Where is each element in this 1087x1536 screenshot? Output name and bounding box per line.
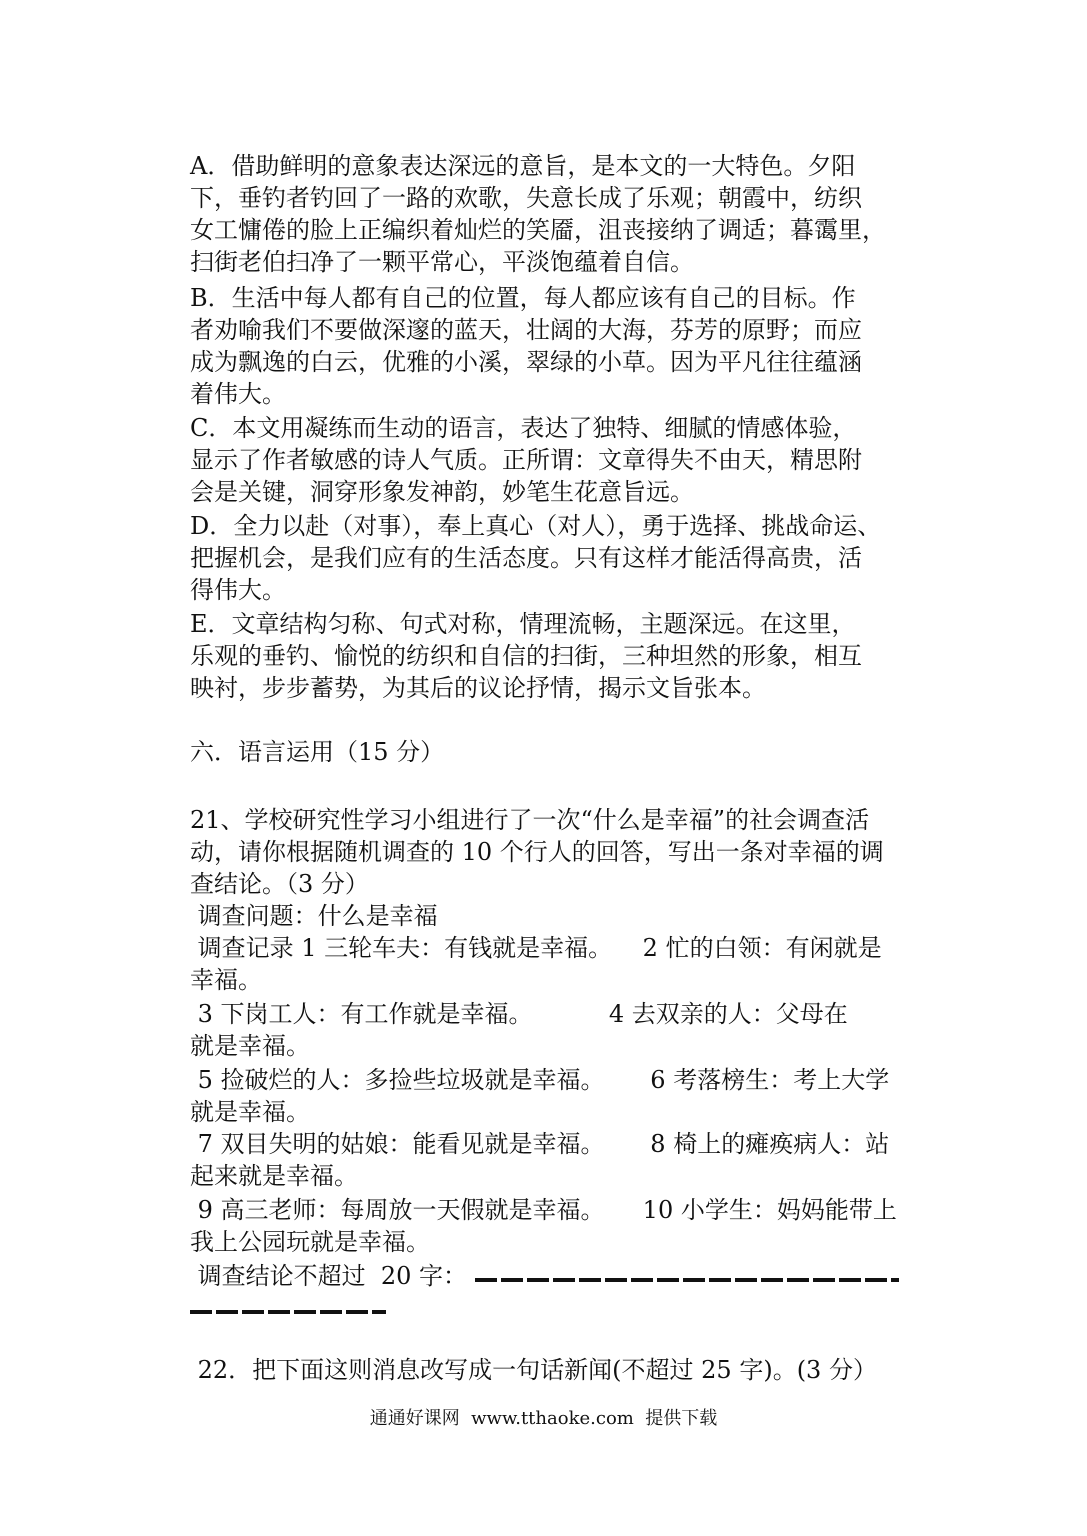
q21-stem-line-1: 21、学校研究性学习小组进行了一次“什么是幸福”的社会调查活: [190, 806, 870, 834]
option-c-line-2: 显示了作者敏感的诗人气质。正所谓：文章得失不由天，精思附: [190, 446, 862, 474]
option-a-line-2: 下，垂钓者钓回了一路的欢歌，失意长成了乐观；朝霞中，纺织: [190, 184, 862, 212]
q21-record-line-8: 起来就是幸福。: [190, 1162, 358, 1190]
q21-stem-line-3: 查结论。（3 分）: [190, 870, 369, 898]
q21-survey-question: 调查问题：什么是幸福: [190, 902, 438, 930]
option-c-line-3: 会是关键，洞穿形象发神韵，妙笔生花意旨远。: [190, 478, 694, 506]
q21-conclusion-label: 调查结论不超过 20 字：: [190, 1262, 468, 1290]
option-d-line-2: 把握机会，是我们应有的生活态度。只有这样才能活得高贵，活: [190, 544, 862, 572]
option-e-line-1: E．文章结构匀称、句式对称，情理流畅，主题深远。在这里，: [190, 610, 856, 638]
q21-record-line-9: 9 高三老师：每周放一天假就是幸福。 10 小学生：妈妈能带上: [190, 1196, 897, 1224]
q21-record-line-1: 调查记录 1 三轮车夫：有钱就是幸福。 2 忙的白领：有闲就是: [190, 934, 882, 962]
option-c-line-1: C．本文用凝练而生动的语言，表达了独特、细腻的情感体验，: [190, 414, 857, 442]
section-six-heading: 六．语言运用（15 分）: [190, 738, 445, 766]
page-footer: 通通好课网 www.tthaoke.com 提供下载: [369, 1408, 718, 1429]
option-d-line-3: 得伟大。: [190, 576, 286, 604]
q21-record-line-6: 就是幸福。: [190, 1098, 310, 1126]
q22-stem: 22．把下面这则消息改写成一句话新闻(不超过 25 字)。(3 分）: [190, 1356, 877, 1384]
option-a-line-3: 女工慵倦的脸上正编织着灿烂的笑靥，沮丧接纳了调适；暮霭里，: [190, 216, 886, 244]
option-a-line-1: A．借助鲜明的意象表达深远的意旨，是本文的一大特色。夕阳: [190, 152, 856, 180]
q21-record-line-3: 3 下岗工人：有工作就是幸福。 4 去双亲的人：父母在: [190, 1000, 848, 1028]
option-b-line-2: 者劝喻我们不要做深邃的蓝天，壮阔的大海，芬芳的原野；而应: [190, 316, 862, 344]
option-b-line-1: B．生活中每人都有自己的位置，每人都应该有自己的目标。作: [190, 284, 856, 312]
q21-record-line-4: 就是幸福。: [190, 1032, 310, 1060]
q21-stem-line-2: 动，请你根据随机调查的 10 个行人的回答，写出一条对幸福的调: [190, 838, 884, 866]
q21-record-line-10: 我上公园玩就是幸福。: [190, 1228, 430, 1256]
q21-answer-blank-line-2[interactable]: [190, 1310, 386, 1314]
option-e-line-2: 乐观的垂钓、愉悦的纺织和自信的扫街，三种坦然的形象，相互: [190, 642, 862, 670]
q21-record-line-5: 5 捡破烂的人：多捡些垃圾就是幸福。 6 考落榜生：考上大学: [190, 1066, 890, 1094]
option-b-line-4: 着伟大。: [190, 380, 286, 408]
q21-answer-blank-line-1[interactable]: [475, 1278, 899, 1282]
option-d-line-1: D．全力以赴（对事），奉上真心（对人），勇于选择、挑战命运、: [190, 512, 882, 540]
option-e-line-3: 映衬，步步蓄势，为其后的议论抒情，揭示文旨张本。: [190, 674, 766, 702]
q21-record-line-2: 幸福。: [190, 966, 262, 994]
option-b-line-3: 成为飘逸的白云，优雅的小溪，翠绿的小草。因为平凡往往蕴涵: [190, 348, 862, 376]
q21-record-line-7: 7 双目失明的姑娘：能看见就是幸福。 8 椅上的瘫痪病人：站: [190, 1130, 890, 1158]
option-a-line-4: 扫街老伯扫净了一颗平常心，平淡饱蕴着自信。: [190, 248, 694, 276]
